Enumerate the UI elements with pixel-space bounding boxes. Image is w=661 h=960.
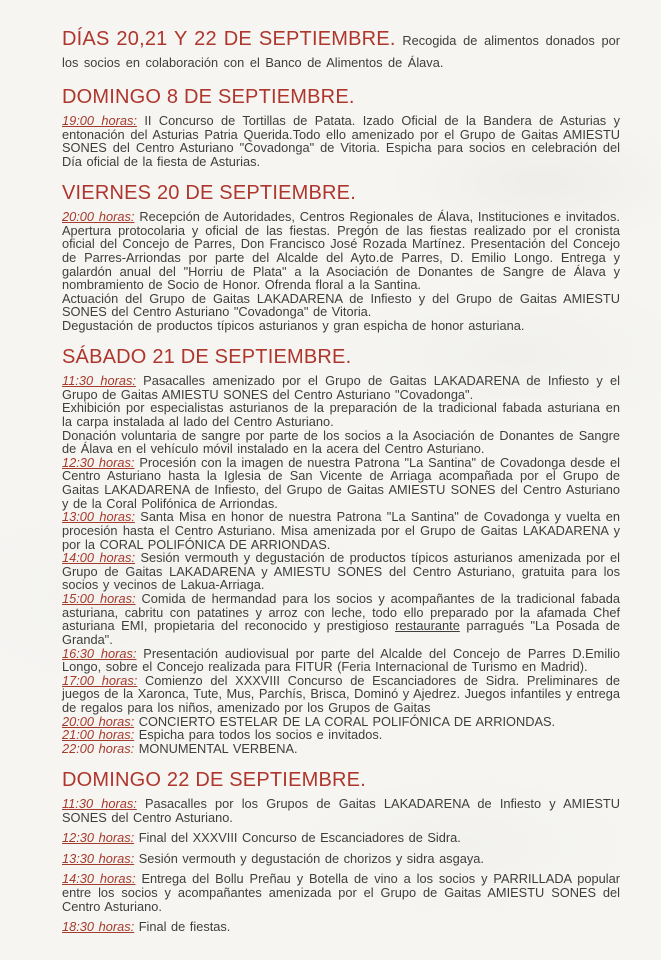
entry-text: Sesión vermouth y degustación de chorizos y sidra asgaya. xyxy=(138,850,484,866)
entry-text: Degustación de productos típicos asturianos y gran espicha de honor asturiana. xyxy=(62,318,525,334)
section-heading-line xyxy=(62,346,620,368)
section-heading-line xyxy=(62,769,620,791)
entry-text: Actuación del Grupo de Gaitas LAKADARENA de Infiesto y del Grupo de Gaitas AMIESTU SONES del Centro Asturiano "Covadonga" de Vitoria. xyxy=(62,290,620,320)
entry-text: Donación voluntaria de sangre por parte de los socios a la Asociación de Donantes de Sangre de Álava en el vehículo móvil instalado en la acera del Centro Asturiano. xyxy=(62,427,620,457)
entry-time: 12:30 horas: xyxy=(62,454,135,470)
schedule-entry xyxy=(62,742,620,756)
entry-paragraph xyxy=(62,319,620,333)
schedule-entry xyxy=(62,592,620,647)
entry-text: Entrega del Bollu Preñau y Botella de vino a los socios y PARRILLADA popular entre los socios y acompañantes amenizada por el Grupo de Gaitas AMIESTU SONES del Centro Asturiano. xyxy=(62,871,620,914)
entry-text: MONUMENTAL VERBENA. xyxy=(138,740,298,756)
schedule-entry xyxy=(62,831,620,845)
entry-time: 20:00 horas: xyxy=(62,209,135,225)
section-domingo-8-septiembre xyxy=(62,86,620,169)
entry-time: 13:30 horas: xyxy=(62,850,135,866)
entry-paragraph xyxy=(62,401,620,428)
entry-time: 11:30 horas: xyxy=(62,795,137,811)
entry-time: 14:30 horas: xyxy=(62,871,136,887)
entry-text: Final de fiestas. xyxy=(138,919,231,935)
section-heading-note: Recogida de alimentos donados por los socios en colaboración con el Banco de Alimentos de Álava. xyxy=(62,33,620,71)
section-sabado-21-septiembre xyxy=(62,346,620,756)
schedule-entry xyxy=(62,674,620,715)
section-viernes-20-septiembre xyxy=(62,182,620,333)
entry-text: II Concurso de Tortillas de Patata. Izado Oficial de la Bandera de Asturias y entonación del Asturias Patria Querida.Todo ello amenizado por el Grupo de Gaitas AMIESTU SONES del Centro Asturiano "Covadonga" de Vitoria. Espicha para socios en celebración del Día oficial de la fiesta de Asturias. xyxy=(62,113,620,170)
entry-text: Comida de hermandad para los socios y acompañantes de la tradicional fabada asturiana, cabritu con patatines y arroz con leche, todo ello preparado por la afamada Chef asturiana EMI, propietaria del reconocido y prestigioso xyxy=(62,591,621,634)
schedule-entry xyxy=(62,797,620,824)
schedule-entry xyxy=(62,872,620,913)
section-heading-line xyxy=(62,182,620,204)
entry-time: 18:30 horas: xyxy=(62,919,135,935)
section-heading: SÁBADO 21 DE SEPTIEMBRE. xyxy=(62,345,352,368)
section-heading-line xyxy=(62,28,620,73)
entry-text: Pasacalles por los Grupos de Gaitas LAKADARENA de Infiesto y AMIESTU SONES del Centro Asturiano. xyxy=(62,795,620,825)
section-heading: VIERNES 20 DE SEPTIEMBRE. xyxy=(62,181,356,204)
entry-time: 11:30 horas: xyxy=(62,373,136,389)
schedule-entry xyxy=(62,920,620,934)
entry-time: 19:00 horas: xyxy=(62,113,137,129)
section-heading: DOMINGO 8 DE SEPTIEMBRE. xyxy=(62,85,355,108)
entry-paragraph xyxy=(62,292,620,319)
entry-time: 16:30 horas: xyxy=(62,645,137,661)
entry-text: Sesión vermouth y degustación de productos típicos asturianos amenizada por el Grupo de Gaitas LAKADARENA y AMIESTU SONES del Centro Asturiano, gratuita para los socios y vecinos de Lakua-Arriaga. xyxy=(62,550,620,593)
entry-text: Comienzo del XXXVIII Concurso de Escanciadores de Sidra. Preliminares de juegos de la Xaronca, Tute, Mus, Parchís, Brisca, Dominó y Ajedrez. Juegos infantiles y entrega de regalos para los niños, amenizado por los Grupos de Gaitas xyxy=(62,672,620,716)
entry-time: 15:00 horas: xyxy=(62,591,136,607)
entry-time: 22:00 horas: xyxy=(62,740,135,756)
entry-time: 13:00 horas: xyxy=(62,509,135,525)
schedule-entry xyxy=(62,551,620,592)
schedule-entry xyxy=(62,510,620,551)
entry-text: Santa Misa en honor de nuestra Patrona "La Santina" de Covadonga y vuelta en procesión hasta el Centro Asturiano. Misa amenizada por el Grupo de Gaitas LAKADARENA y por la CORAL POLIFÓNICA DE ARRIONDAS. xyxy=(62,509,621,552)
schedule-entry xyxy=(62,210,620,333)
entry-text: Presentación audiovisual por parte del Alcalde del Concejo de Parres D.Emilio Longo, sobre el Concejo realizada para FITUR (Feria Internacional de Turismo en Madrid). xyxy=(62,645,620,675)
schedule-entry xyxy=(62,456,620,511)
section-heading: DOMINGO 22 DE SEPTIEMBRE. xyxy=(62,768,366,791)
entry-text: parragués "La Posada de Granda". xyxy=(62,618,620,647)
schedule-entry xyxy=(62,852,620,866)
entry-text: Final del XXXVIII Concurso de Escanciadores de Sidra. xyxy=(138,830,461,846)
entry-text: Recepción de Autoridades, Centros Regionales de Álava, Instituciones e invitados. Apertura protocolaria y oficial de las fiestas. Pregón de las fiestas realizado por el cronista oficial del Concejo de Parres, Don Francisco José Rozada Martínez. Presentación del Concejo de Parres-Arriondas por parte del Alcalde del Ayto.de Parres, D. Emilio Longo. Entrega y galardón anual del "Horriu de Plata" a la Asociación de Donantes de Sangre de Álava y nombramiento de Socio de Honor. Ofrenda floral a la Santina. xyxy=(62,209,620,293)
schedule-entry xyxy=(62,728,620,742)
document-content xyxy=(62,28,620,934)
entry-text: Procesión con la imagen de nuestra Patrona "La Santina" de Covadonga desde el Centro Asturiano hasta la Iglesia de San Vicente de Arriaga acompañada por el Grupo de Gaitas LAKADARENA de Infiesto, del Grupo de Gaitas AMIESTU SONES del Centro Asturiano y de la Coral Polifónica de Arriondas. xyxy=(62,454,620,511)
entry-time: 14:00 horas: xyxy=(62,550,136,566)
entry-time: 12:30 horas: xyxy=(62,830,135,846)
entry-text: Pasacalles amenizado por el Grupo de Gaitas LAKADARENA de Infiesto y el Grupo de Gaitas AMIESTU SONES del Centro Asturiano "Covadonga". xyxy=(62,373,620,402)
entry-paragraph xyxy=(62,429,620,456)
section-heading: DÍAS 20,21 Y 22 DE SEPTIEMBRE. xyxy=(62,28,396,50)
schedule-entry xyxy=(62,715,620,729)
entry-text-underlined: restaurante xyxy=(395,618,460,634)
schedule-entry xyxy=(62,374,620,456)
entry-time: 21:00 horas: xyxy=(62,727,135,743)
schedule-entry xyxy=(62,114,620,169)
entry-text: Exhibición por especialistas asturianos de la preparación de la tradicional fabada asturiana en la carpa instalada al lado del Centro Asturiano. xyxy=(62,400,620,429)
entry-time: 17:00 horas: xyxy=(62,672,138,688)
schedule-entry xyxy=(62,647,620,674)
entry-time: 20:00 horas: xyxy=(62,713,135,729)
entry-text: Espicha para todos los socios e invitados. xyxy=(138,727,383,743)
section-domingo-22-septiembre xyxy=(62,769,620,934)
entry-text: CONCIERTO ESTELAR DE LA CORAL POLIFÓNICA DE ARRIONDAS. xyxy=(138,713,556,729)
section-dias-20-21-22-septiembre xyxy=(62,28,620,73)
section-heading-line xyxy=(62,86,620,108)
